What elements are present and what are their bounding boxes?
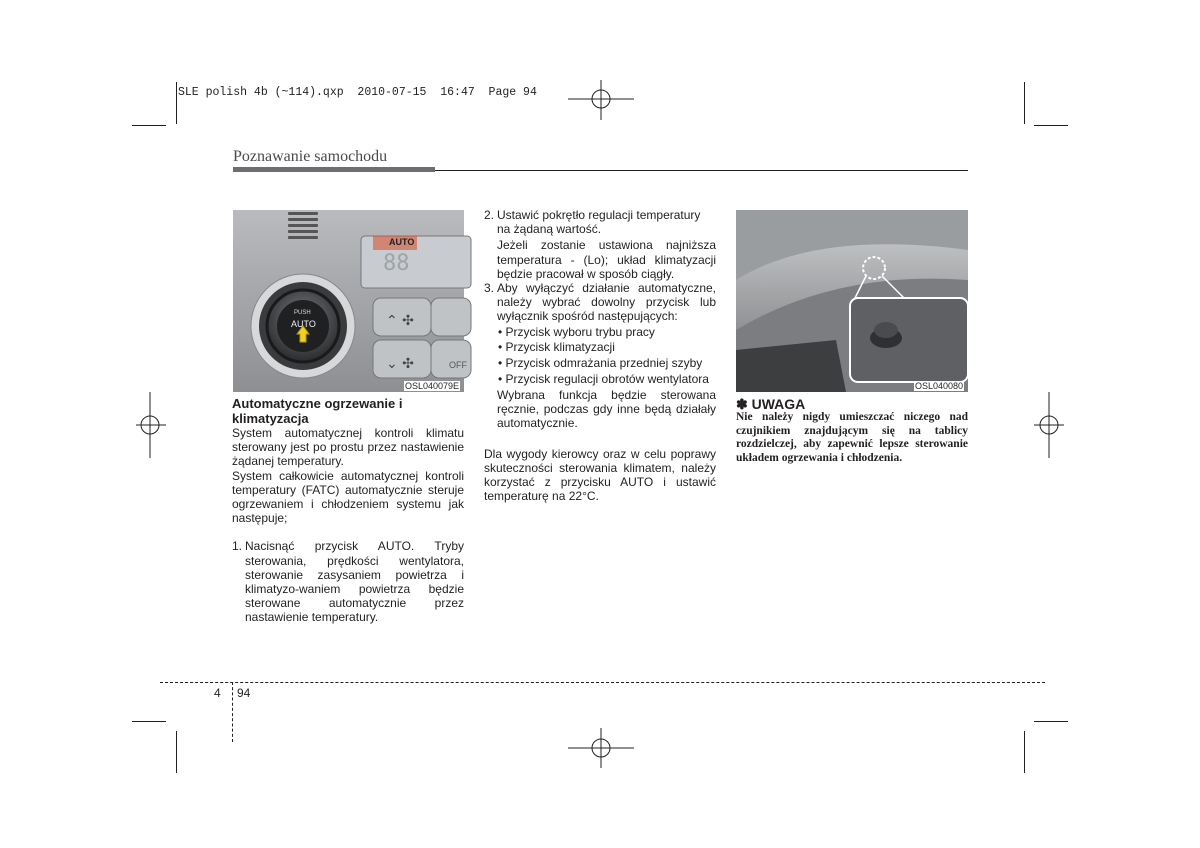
header-rule-thick — [233, 167, 435, 172]
sensor-figure — [736, 210, 968, 392]
svg-text:88: 88 — [383, 251, 410, 276]
list-item-3-note: Wybrana funkcja będzie sterowana ręcznie, podczas gdy inne będą działały automatycznie. — [497, 387, 716, 431]
bullet-item: • Przycisk regulacji obrotów wentylatora — [498, 371, 709, 386]
bullet-item: • Przycisk wyboru trybu pracy — [498, 324, 655, 339]
button-off-label: OFF — [449, 360, 467, 370]
registration-mark-bottom — [566, 728, 636, 768]
page-number: 94 — [237, 686, 251, 700]
list-item-number: 1. — [232, 539, 243, 554]
page-chapter: 4 — [214, 686, 221, 700]
svg-text:⌃ ✣: ⌃ ✣ — [386, 313, 414, 329]
list-item-2-note: Jeżeli zostanie ustawiona najniższa temperatura - (Lo); układ klimatyzacji będzie pracował w sposób ciągły. — [497, 238, 716, 281]
column-middle — [484, 208, 716, 503]
svg-text:⌄ ✣: ⌄ ✣ — [386, 356, 414, 372]
display-auto-indicator: AUTO — [389, 237, 415, 247]
print-slug: SLE polish 4b (~114).qxp 2010-07-15 16:47 Page 94 — [178, 86, 537, 99]
figure-left-code: OSL040079E — [405, 381, 460, 391]
list-item-number: 3. — [484, 281, 495, 296]
climate-panel-figure — [233, 210, 467, 392]
list-item-number: 2. — [484, 208, 495, 222]
registration-mark-left — [136, 390, 166, 460]
paragraph-intro: System automatycznej kontroli klimatu sterowany jest po prostu przez nastawienie żądanej temperatury. — [232, 426, 464, 469]
paragraph-fatc: System całkowicie automatycznej kontroli temperatury (FATC) automatycznie steruje ogrzewaniem i chłodzeniem systemu jak następuje; — [232, 468, 464, 526]
dashboard-sensor-illustration — [736, 210, 968, 392]
list-item-text: Ustawić pokrętło regulacji temperatury na żądaną wartość. — [497, 208, 701, 237]
knob-auto-label: AUTO — [291, 319, 316, 329]
figure-right-code: OSL040080 — [915, 381, 964, 391]
knob-push-label: PUSH — [294, 310, 311, 316]
list-item-text: Nacisnąć przycisk AUTO. Tryby sterowania, prędkości wentylatora, sterowanie zasysaniem powietrza i klimatyzo-waniem powietrza będzie sterowane automatycznie przez nastawienie temperatury. — [245, 539, 464, 625]
footer-dashed-rule — [160, 682, 1045, 683]
list-item-1 — [232, 539, 464, 624]
column-right — [736, 397, 968, 465]
page-header-title: Poznawanie samochodu — [233, 148, 388, 165]
paragraph-final: Dla wygody kierowcy oraz w celu poprawy skuteczności sterowania klimatem, należy korzystać z przycisku AUTO i ustawić temperaturę na 22°C. — [484, 446, 716, 504]
bullet-item: • Przycisk odmrażania przedniej szyby — [498, 356, 703, 371]
list-item-text: Aby wyłączyć działanie automatyczne, należy wybrać dowolny przycisk lub wyłącznik spośród następujących: — [497, 281, 716, 324]
footer-dashed-divider — [232, 682, 233, 742]
bullet-item: • Przycisk klimatyzacji — [498, 340, 615, 355]
header-rule-thin — [435, 170, 968, 171]
list-item-2 — [484, 208, 716, 236]
registration-mark-top — [566, 80, 636, 120]
bullet-list — [484, 325, 716, 386]
list-item-3 — [484, 281, 716, 324]
column-left — [232, 397, 464, 625]
section-title: Automatyczne ogrzewanie i klimatyzacja — [232, 396, 403, 426]
climate-panel-illustration — [233, 210, 464, 392]
registration-mark-right — [1034, 390, 1064, 460]
note-title: ✽ UWAGA — [736, 396, 806, 412]
note-text: Nie należy nigdy umieszczać niczego nad czujnikiem znajdującym się na tablicy rozdzielczej, aby zapewnić lepsze sterowanie układem ogrzewania i chłodzenia. — [736, 411, 968, 464]
